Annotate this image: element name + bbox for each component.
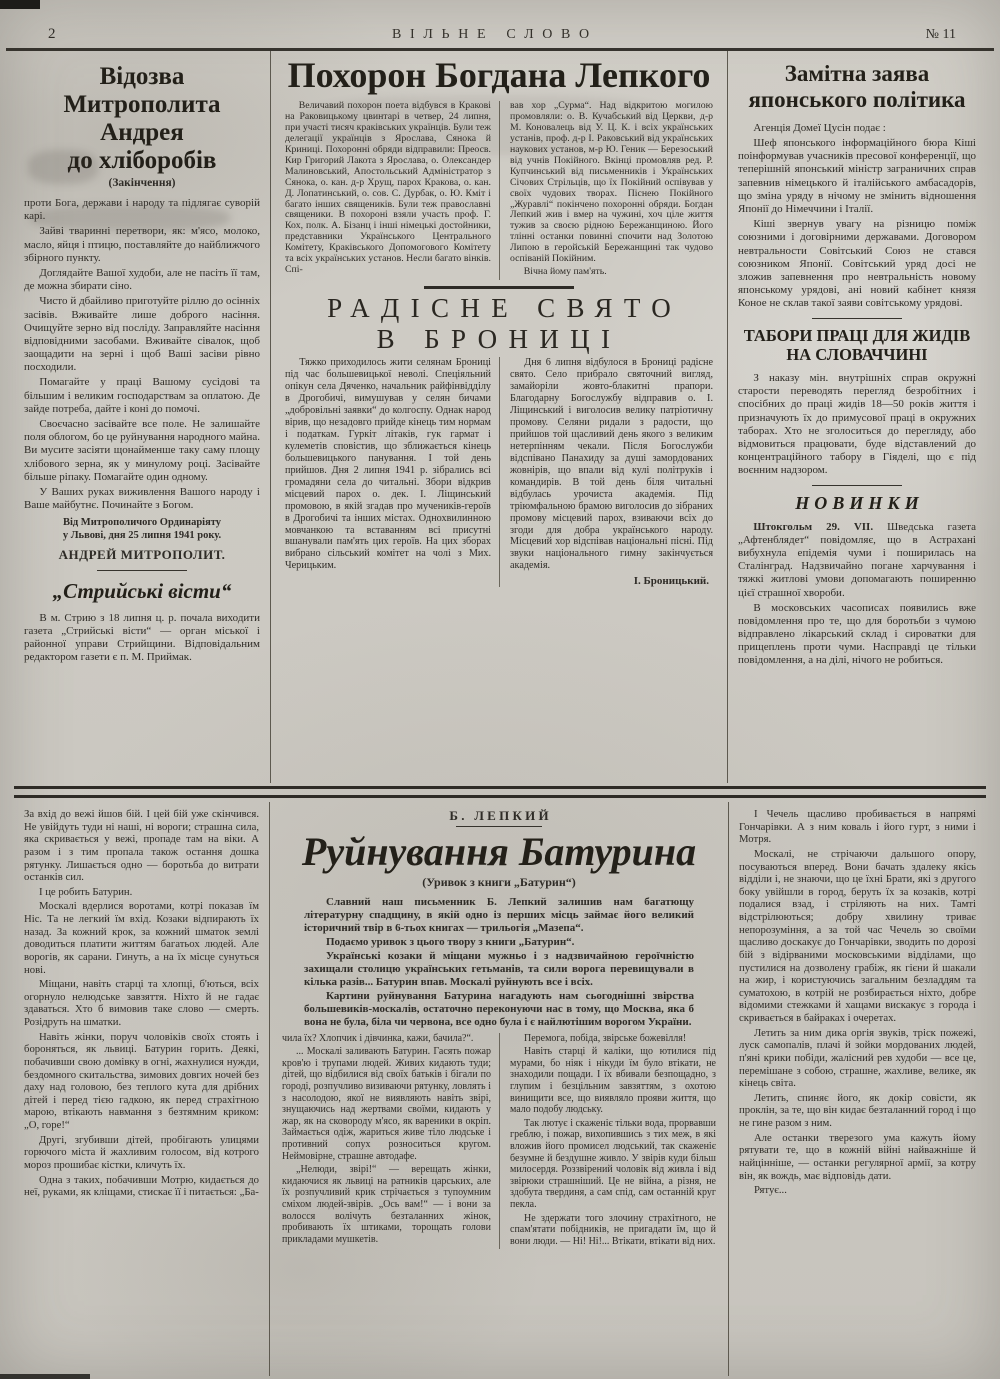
- paragraph: Одна з таких, побачивши Мотрю, кидається до неї, руками, як кліщами, стискає її і питається: „Ба-: [24, 1173, 259, 1199]
- article-pohoron-lepkoho: [285, 57, 713, 280]
- masthead: [6, 0, 994, 51]
- separator-rule: [456, 826, 542, 827]
- paragraph: Летить, спиняє його, як докір совісти, як проклін, за те, що він кидає безталанний город і що не гине разом з ним.: [739, 1091, 976, 1129]
- paragraph: Штокгольм 29. VII. Шведська газета „Афтенблядет“ повідомляє, що в Астрахані вибухнула епідемія чуми і поширилась на Сталінград. Надзвичайно погане харчування і тяжкі житлові умови допомагають поширенню цієї страшної хвороби.: [738, 520, 976, 599]
- page-number: 2: [48, 26, 56, 42]
- paragraph: В московських часописах появились вже повідомлення про те, що для боротьби з чумою відправлено лікарський склад і сироватки для прищеплень проти чуми. Насправді це тільки повідомлення, а на ділі, нічого не робиться.: [738, 601, 976, 667]
- article-radisne-sviato: [285, 293, 713, 587]
- paragraph: В м. Стрию з 18 липня ц. р. почала виходити газета „Стрийські вісти“ — орган міської і районної управи Стрийщини. Відповідальним редактором газети є п. М. Приймак.: [24, 611, 260, 664]
- paragraph: Але останки тверезого ума кажуть йому рятувати те, що в кожній війні найважніше й найцінніше, — останки регулярної армії, за котру він, як вождь, має відповідь дати.: [739, 1131, 976, 1182]
- paragraph: Дня 6 липня відбулося в Брониці радісне свято. Село прибрало святочний вигляд, замайоріли жовто-блакитні прапори. Благодарну Богослужбу відправив о. І. Ліщинський і виголосив велику патріотичну промову. Селяни ридали з радости, що прийшов той щасливий день якого з великим нетерпінням чекали. Після Богослужби відспівано Панахиду за душі замордованих жовнірів, що впали від кулі політруків і командирів. В той день біля читальні відбулась урочиста академія. Під тріюмфальною брамою виголосив до зібраних промову місцевий парох, взиваючи всіх до згоди для добра українського народу. Місцевий хор відспівав національні пісні. Під звуки національного гимну закінчується академія.: [510, 357, 713, 572]
- paragraph: „Нелюди, звірі!“ — верещать жінки, кидаючися як львиці на ратників царських, але їх розпучливий крик стрічається з тупоумним сміхом людей-звірів. „Ось вам!“ — і вони за волосся волічуть безталанних жінок, пробивають їх штиками, торощать голови прикладами мушкетів.: [282, 1164, 491, 1245]
- ink-smudge-bottom-left: [0, 1374, 90, 1379]
- top-section: [14, 51, 986, 783]
- paragraph: Навіть старці й каліки, що ютилися під мурами, бо ніяк і нікуди їм було втікати, не знаходили пощади. І їх вбивали безпощадно, з глупим і безцільним завзяттям, з охотою винищити все, що виявляло прояви життя, що мало подобу людську.: [510, 1046, 716, 1116]
- paragraph: Кіші звернув увагу на різницю поміж союзними і договірними державами. Договором невтральности Совітський Союз не стався союзником Японії. Совітський уряд досі не зложив запевнення про невтральність новому японському урядові, ані новий кабінет князя Коное не склав такої заяви совітському урядові.: [738, 218, 976, 310]
- article-title: Замітна заява японського політика: [748, 61, 966, 113]
- article-title: ТАБОРИ ПРАЦІ ДЛЯ ЖИДІВ НА СЛОВАЧЧИНІ: [743, 325, 971, 365]
- paragraph: З наказу мін. внутрішніх справ окружні старости переводять перегляд безробітних і спосібних до праці жидів 18—50 років життя і призначують їх до примусової праці в окружних таборах. Хто не зголоситься до перегляду, або відмовиться працювати, буде відставлений до концентраційного табору в Гіяделі, що є під воєнним надзором.: [738, 372, 976, 477]
- paragraph: У Ваших руках виживлення Вашого народу і Ваше майбутнє. Починайте з Богом.: [24, 485, 260, 512]
- paragraph: Тяжко приходилось жити селянам Брониці під час большевицької неволі. Спеціяльний опікун села Дяченко, начальник райфінвідділу в Дрогобичі, вимушував у селян бичами „добровільні заявки“ до колгоспу. Однак народ вірив, що незадовго прийде кінець тим нормам і податкам. Гуркіт літаків, гук гармат і кулеметів сповістив, що зближається кінець большевицького панування. І той день прийшов. Дня 2 липня 1941 р. зібрались всі громадяни села до читальні. Збори відкрив місцевий парох о. дек. І. Ліщинський промовою, в якій згадав про мучеників-героїв в Дрогобичі та інших містах. Однохвилинною мовчанкою та вставанням всі присутні вшанували пам'ять цих героїв. На цих зборах вибрано сільський комітет на чолі з Мих. Черицьким.: [285, 357, 491, 572]
- paragraph: Картини руйнування Батурина нагадують нам сьогоднішні звірства большевиків-москалів, остаточно переконуючи нас в тому, що Москва, яка б вона не була, біла чи червона, все одно була і є найлютішим ворогом України.: [304, 989, 694, 1028]
- paragraph: Не здержати того злочину страхітного, не спам'ятати побідників, не пригадати їм, що й вони люди. — Ні! Ні!... Втікати, втікати від них.: [510, 1212, 716, 1247]
- subcolumn-left: [282, 1033, 499, 1250]
- paragraph: Доглядайте Вашої худоби, але не пасіть її там, де можна збирати сіно.: [24, 266, 260, 293]
- column-middle: [270, 51, 728, 783]
- article-title: РАДІСНЕ СВЯТО В БРОНИЦІ: [327, 293, 683, 355]
- print-bleed-artifact: [300, 95, 680, 155]
- column-right: [728, 51, 986, 783]
- bottom-section: [14, 802, 986, 1376]
- column-left: [14, 802, 270, 1376]
- article-zamitna-zaiava: [738, 61, 976, 311]
- article-tabory-pratsi: [738, 326, 976, 478]
- author-kicker: Б. ЛЕПКИЙ: [449, 808, 552, 823]
- article-ruinuvannia-baturyna: [270, 802, 728, 1376]
- section-divider-rule: [14, 786, 986, 798]
- paragraph: Москалі, не стрічаючи дальшого опору, посуваються вперед. Вони бачать здалеку якісь відділи і, не знаючи, що це їхні Брати, які з другого боку увійшли в город, беруть їх за козаків, котрі подалися взад, і стріляють на них. Тамті відстрілюються; добру хвилину триває непорозуміння, а за той час Чечель зо своїми щасливо доскакує до Гончарівки, зводить по дорозі бій з відірваними московськими відділами, що пустилися на дозволену грабіж, як гієни й шакали на жир, і користуючись загальним безладдям та суматохою, в котрій не розбирається ніхто, добре відомими стежками й хащами вискакує з города і скривається в байраках і очеретах.: [739, 847, 976, 1024]
- separator-rule: [812, 318, 902, 319]
- paragraph: Вічна йому пам'ять.: [523, 266, 607, 278]
- article-columns: [285, 357, 713, 587]
- article-title: „Стрийські вісти“: [52, 578, 232, 603]
- paragraph: Агенція Домеї Цусін подає :: [753, 121, 886, 134]
- paragraph: Москалі вдерлися воротами, котрі показав їм Ніс. Та не легкий їм вхід. Козаки відпирають їх назад. За кожний крок, за кожний шматок землі доводиться платити життям багатьох людей. Але ворогів, як сарани. Гинуть, а на їх місце сунуться нові.: [24, 900, 259, 976]
- print-bleed-artifact: [28, 150, 98, 184]
- print-bleed-artifact: [30, 205, 230, 231]
- paragraph: Українські козаки й міщани мужньо і з надзвичайною героїчністю захищали столицю українських гетьманів, та сили ворога перевищували в кілька разів... Батурин впав. Москалі руйнують все і всіх.: [304, 949, 694, 988]
- issue-number: № 11: [925, 27, 956, 42]
- article-stryiski-visty: [24, 579, 260, 665]
- paragraph: За вхід до вежі йшов бій. І цей бій уже скінчився. Не увійдуть туди ні наші, ні вороги; страшна сила, яка скривається у вежі, пропаде там на віки. А разом і з тим пропала також остання дошка рятунку. Лишається одно — боротьба до витрати останків сил.: [24, 808, 259, 884]
- paragraph: Другі, згубивши дітей, пробігають улицями горючого міста й жахливим голосом, від котрого мороз прошибає кістки, кличуть їх.: [24, 1133, 259, 1171]
- separator-rule: [97, 570, 187, 571]
- paragraph: Летить за ним дика оргія звуків, тріск пожежі, луск самопалів, плачі й зойки мордованих людей, п'яні крики побіди, жалісний рев худоби — все це, перемішане з собою, страшне, жахливе, велике, як кінець світа.: [739, 1026, 976, 1090]
- editorial-intro: [282, 896, 716, 1029]
- paragraph: Рятує...: [753, 1184, 787, 1197]
- paragraph: проти Бога, держави і народу та підлягає суворій карі.: [24, 197, 260, 223]
- paragraph: Своєчасно засівайте все поле. Не залишайте поля облогом, бо це руйнування народного майна. Ви мусите засіяти щонайменше таку саму площу хлібового зерна, як у минулому році. Засівайте більше ріпаку. Помагайте один одному.: [24, 418, 260, 483]
- paragraph: Величавий похорон поета відбувся в Кракові на Раковицькому цвинтарі в четвер, 24 липня, при участі тисяч краківських українців. Були теж делегації українців з Ярослава, Сянока й Криниці. Похоронні обряди відправили: Преосв. Кир Григорий Лакота з Ярослава, о. Олександер Малиновський, Апостольський Адміністратор з Сянока, о. кан. д-р Хрущ, парох Кракова, о. кан. Д. Лопатинський, о. сов. С. Дурбак, о. Ю. Кміт і багато інших священиків. Були теж православні священики. В похороні взяли участь проф. Г. Кох, полк. А. Бізанц і інші німецькі достойники, представники Українського Центрального Комітету, Краківського Допомогового Комітету та всіх українських установ. Несли багато вінків. Спі-: [285, 100, 491, 276]
- paragraph: Чисто й дбайливо приготуйте ріллю до осінніх засівів. Вживайте лише доброго насіння. Очищуйте зерно від посліду. Заправляйте насіння відповідними засобами. Вживайте сівалок, щоб заощадити на зерні і щоб Ваші засіви рівно посходили.: [24, 295, 260, 374]
- signature-name: АНДРЕЙ МИТРОПОЛИТ.: [58, 546, 226, 562]
- article-title: Руйнування Батурина: [301, 829, 697, 874]
- paragraph: Славний наш письменник Б. Лепкий залишив нам багатющу літературну спадщину, в якій одно із перших місць займає його великий історичний твір в 6-тьох книгах — трильогія „Мазепа“.: [304, 896, 694, 934]
- paragraph: Міщани, навіть старці та хлопці, б'ються, всіх огорнуло нелюдське завзяття. Ніхто й не гадає здаваться. Хто б вимовив таке слово — смерть. Розідруть на шматки.: [24, 978, 259, 1028]
- subcolumn-right: [499, 357, 713, 587]
- newspaper-title: ВІЛЬНЕ СЛОВО: [391, 27, 598, 42]
- article-title: НОВИНКИ: [795, 492, 924, 513]
- article-novynky: [738, 493, 976, 668]
- separator-rule: [812, 485, 902, 486]
- column-right: [728, 802, 986, 1376]
- paragraph: ... Москалі заливають Батурин. Гасять пожар кров'ю і трупами людей. Живих кидають туди; дітей, що відбилися від своїх батьків і бігали по городі, розпучливо визиваючи рятунку, ловлять і з насолодою, якої не виявляють навіть звірі, знущаючись над жертвами своїми, кидають у жар, як на сковороду м'ясо, як вареники в окріп. Займається одіж, жариться живе тіло людське і противний сопух розноситься кругом. Неймовірне, страшне автодафе.: [282, 1046, 491, 1162]
- subcolumn-left: [285, 357, 499, 587]
- ink-smudge-top-left: [0, 0, 40, 9]
- paragraph: Навіть жінки, поруч чоловіків своїх стоять і бороняться, як львиці. Батурин горить. Деякі, побачивши свою домівку в огні, жахнулися нужди, бездомного скитальства, зимових довгих ночей без даху над головою, без теплого кута для дрібних дітей і перед тією гадкою, як перед страхітною марою, втікають навмання з безтямним криком: „О, горе!“: [24, 1030, 259, 1131]
- paragraph: чила їх? Хлопчик і дівчинка, кажи, бачила?“.: [282, 1032, 474, 1044]
- paragraph: Шеф японського інформаційного бюра Кіші поінформував учасників пресової конференції, що теперішній японський міністр заграничних справ запевнив німецького й італійського амбасадорів, що зміна уряду в нічому не змінить відношення Японії до Німеччини і Італії.: [738, 137, 976, 215]
- article-vidozva: [24, 63, 260, 563]
- signature-org: Від Митрополичого Ординаріяту у Львові, дня 25 липня 1941 року.: [62, 517, 222, 542]
- paragraph: Помагайте у праці Вашому сусідові та більшим і великим господарствам за оплатою. Де зайде потреба, дайте і коні до помочі.: [24, 376, 260, 415]
- paragraph: Подаємо уривок з цього твору з книги „Батурин“.: [326, 935, 575, 948]
- article-title: Відозва Митрополита Андрея до хліборобів: [63, 63, 221, 174]
- paragraph: І Чечель щасливо пробивається в напрямі Гончарівки. А з ним коваль і його гурт, з ними і Мотря.: [739, 808, 976, 846]
- signature-name: І. Броницький.: [633, 575, 709, 588]
- paragraph: вав хор „Сурма“. Над відкритою могилою промовляли: о. В. Кучабський від Церкви, д-р М. Коновалець від У. Ц. К. і всіх українських устанів, проф. д-р І. Раковський від українських наукових установ, м-р Ю. Геник — Березоський від учнів Покійного. Вкінці промовляв ред. Р. Купчинський від письменників і Українських Січових Стрільців, що їх Покійний оспівував у своїх чудових творах. Піснею Покійного „Журавлі“ покінчено похоронні обряди. Богдан Лепкий жив і вмер на чужині, хоч ціле життя тужив за своєю рідною Бережанщиною. Його тлінні останки повинні спочити над Золотою Липою в геройській Бережанщині так чудово оспіваній Покійним.: [510, 100, 713, 265]
- dateline: Штокгольм 29. VII.: [753, 520, 874, 533]
- paragraph: І це робить Батурин.: [38, 885, 133, 898]
- article-title: Похорон Богдана Лепкого: [287, 55, 711, 95]
- article-columns: [282, 1033, 716, 1250]
- subcolumn-right: [499, 1033, 716, 1250]
- paragraph: Зайві тваринні перетвори, як: м'ясо, молоко, масло, яйця і птицю, поставляйте до найближчого збірного пункту.: [24, 225, 260, 264]
- paragraph: Перемога, побіда, звірське божевілля!: [524, 1032, 687, 1044]
- article-subtitle: (Уривок з книги „Батурин“): [422, 875, 576, 889]
- separator-rule: [424, 286, 574, 289]
- article-subtitle: (Закінчення): [108, 177, 176, 189]
- paragraph: Так лютує і скаженіє тільки вода, прорвавши греблю, і пожар, вихопившись з тих меж, в які вложив його промисел людський, так скаженіє безумне й бездушне живло. У звірів куди більш милосердя. Роззвірений чоловік від живла і від звірюки страшніший. Це не війна, а різня, не здобута твердиня, а сам спід, сам останній круг пекла.: [510, 1117, 716, 1210]
